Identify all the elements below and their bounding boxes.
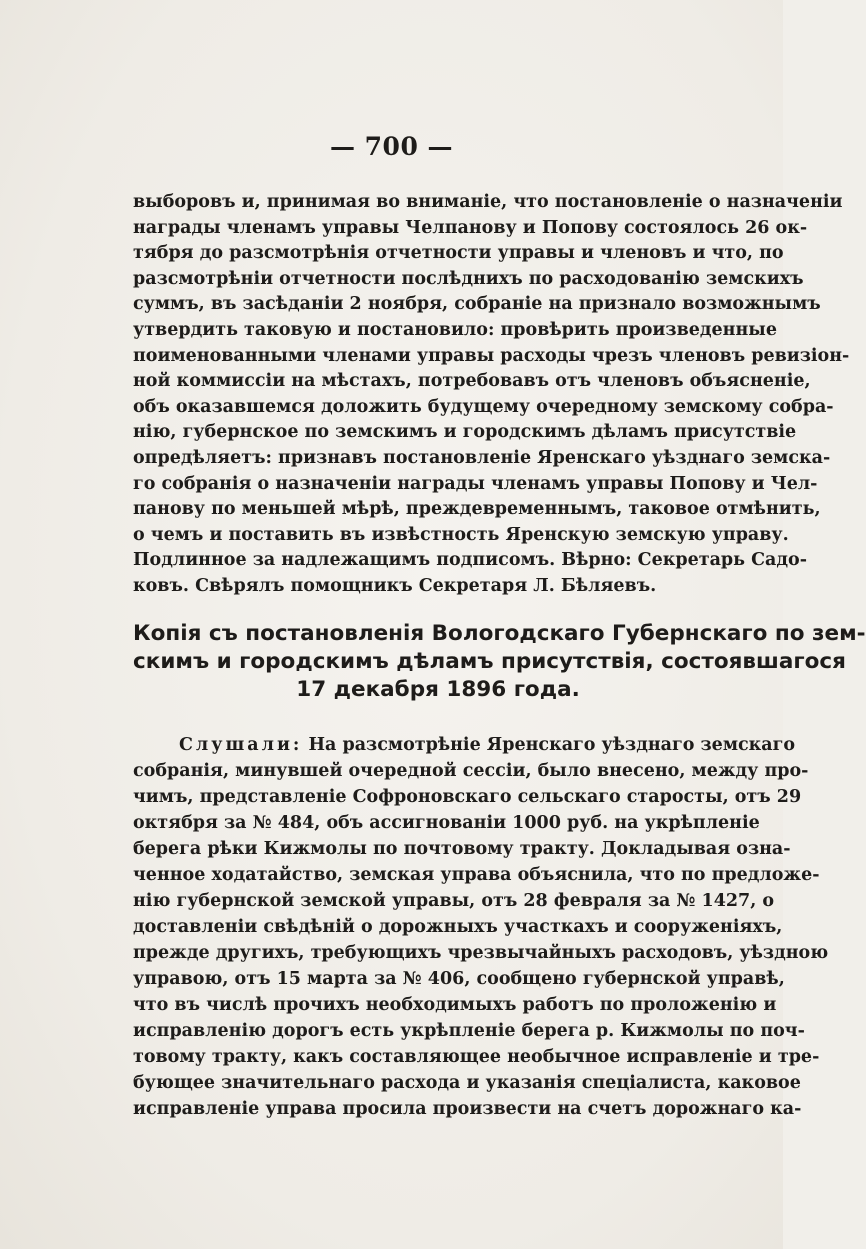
text-line: суммъ, въ засѣданіи 2 ноября, собраніе на признало возможнымъ xyxy=(133,294,821,315)
text-line: нію, губернское по земскимъ и городскимъ дѣламъ присутствіе xyxy=(133,422,797,443)
text-line-first xyxy=(133,732,796,758)
text-line: октября за № 484, объ ассигнованіи 1000 руб. на укрѣпленіе xyxy=(133,813,760,833)
bottom-paragraph xyxy=(133,732,829,1122)
text-line: товому тракту, какъ составляющее необычное исправленіе и тре- xyxy=(133,1047,820,1067)
top-paragraph xyxy=(133,190,850,600)
text-line: берега рѣки Кижмолы по почтовому тракту. Докладывая озна- xyxy=(133,839,791,859)
lead-word: Слушали: xyxy=(179,735,303,755)
text-line: ченное ходатайство, земская управа объяснила, что по предложе- xyxy=(133,865,820,885)
text-line: поименованными членами управы расходы чрезъ членовъ ревизіон- xyxy=(133,345,850,366)
page-number: — 700 — xyxy=(329,132,454,161)
section-heading xyxy=(133,620,866,704)
text-line: опредѣляетъ: признавъ постановленіе Яренскаго уѣзднаго земска- xyxy=(133,447,831,468)
text-line: о чемъ и поставить въ извѣстность Яренскую земскую управу. xyxy=(133,524,789,545)
text-line: прежде другихъ, требующихъ чрезвычайныхъ расходовъ, уѣздною xyxy=(133,943,829,963)
text-line: выборовъ и, принимая во вниманіе, что постановленіе о назначеніи xyxy=(133,192,843,212)
text-line: объ оказавшемся доложить будущему очередному земскому собра- xyxy=(133,396,834,417)
text-line: ковъ. Свѣрялъ помощникъ Секретаря Л. Бѣляевъ. xyxy=(133,575,657,596)
heading-line: Копія съ постановленія Вологодскаго Губернскаго по зем- xyxy=(133,621,866,646)
heading-line: скимъ и городскимъ дѣламъ присутствія, состоявшагося xyxy=(133,649,846,674)
text-line: управою, отъ 15 марта за № 406, сообщено губернской управѣ, xyxy=(133,969,785,989)
text-line: разсмотрѣніи отчетности послѣднихъ по расходованію земскихъ xyxy=(133,268,804,289)
text-line: исправленію дорогъ есть укрѣпленіе берега р. Кижмолы по поч- xyxy=(133,1021,805,1041)
text-line: чимъ, представленіе Софроновскаго сельскаго старосты, отъ 29 xyxy=(133,787,802,807)
text-line: тября до разсмотрѣнія отчетности управы и членовъ и что, по xyxy=(133,243,784,264)
text-line: панову по меньшей мѣрѣ, преждевременнымъ, таковое отмѣнить, xyxy=(133,499,821,520)
text-line: ной коммиссіи на мѣстахъ, потребовавъ отъ членовъ объясненіе, xyxy=(133,371,811,392)
first-line-rest: На разсмотрѣніе Яренскаго уѣзднаго земскаго xyxy=(302,735,796,755)
text-line: что въ числѣ прочихъ необходимыхъ работъ по проложенію и xyxy=(133,995,777,1015)
text-line: награды членамъ управы Челпанову и Попову состоялось 26 ок- xyxy=(133,217,808,238)
text-line: нію губернской земской управы, отъ 28 февраля за № 1427, о xyxy=(133,891,775,911)
text-line: Подлинное за надлежащимъ подписомъ. Вѣрно: Секретарь Садо- xyxy=(133,550,807,571)
text-line: бующее значительнаго расхода и указанія спеціалиста, каковое xyxy=(133,1073,801,1093)
heading-line: 17 декабря 1896 года. xyxy=(296,677,580,702)
text-line: доставленіи свѣдѣній о дорожныхъ участкахъ и сооруженіяхъ, xyxy=(133,917,783,937)
text-line: собранія, минувшей очередной сессіи, было внесено, между про- xyxy=(133,761,809,781)
text-line: го собранія о назначеніи награды членамъ управы Попову и Чел- xyxy=(133,473,818,494)
text-line: утвердить таковую и постановило: провѣрить произведенные xyxy=(133,319,777,340)
text-line: исправленіе управа просила произвести на счетъ дорожнаго ка- xyxy=(133,1099,802,1119)
